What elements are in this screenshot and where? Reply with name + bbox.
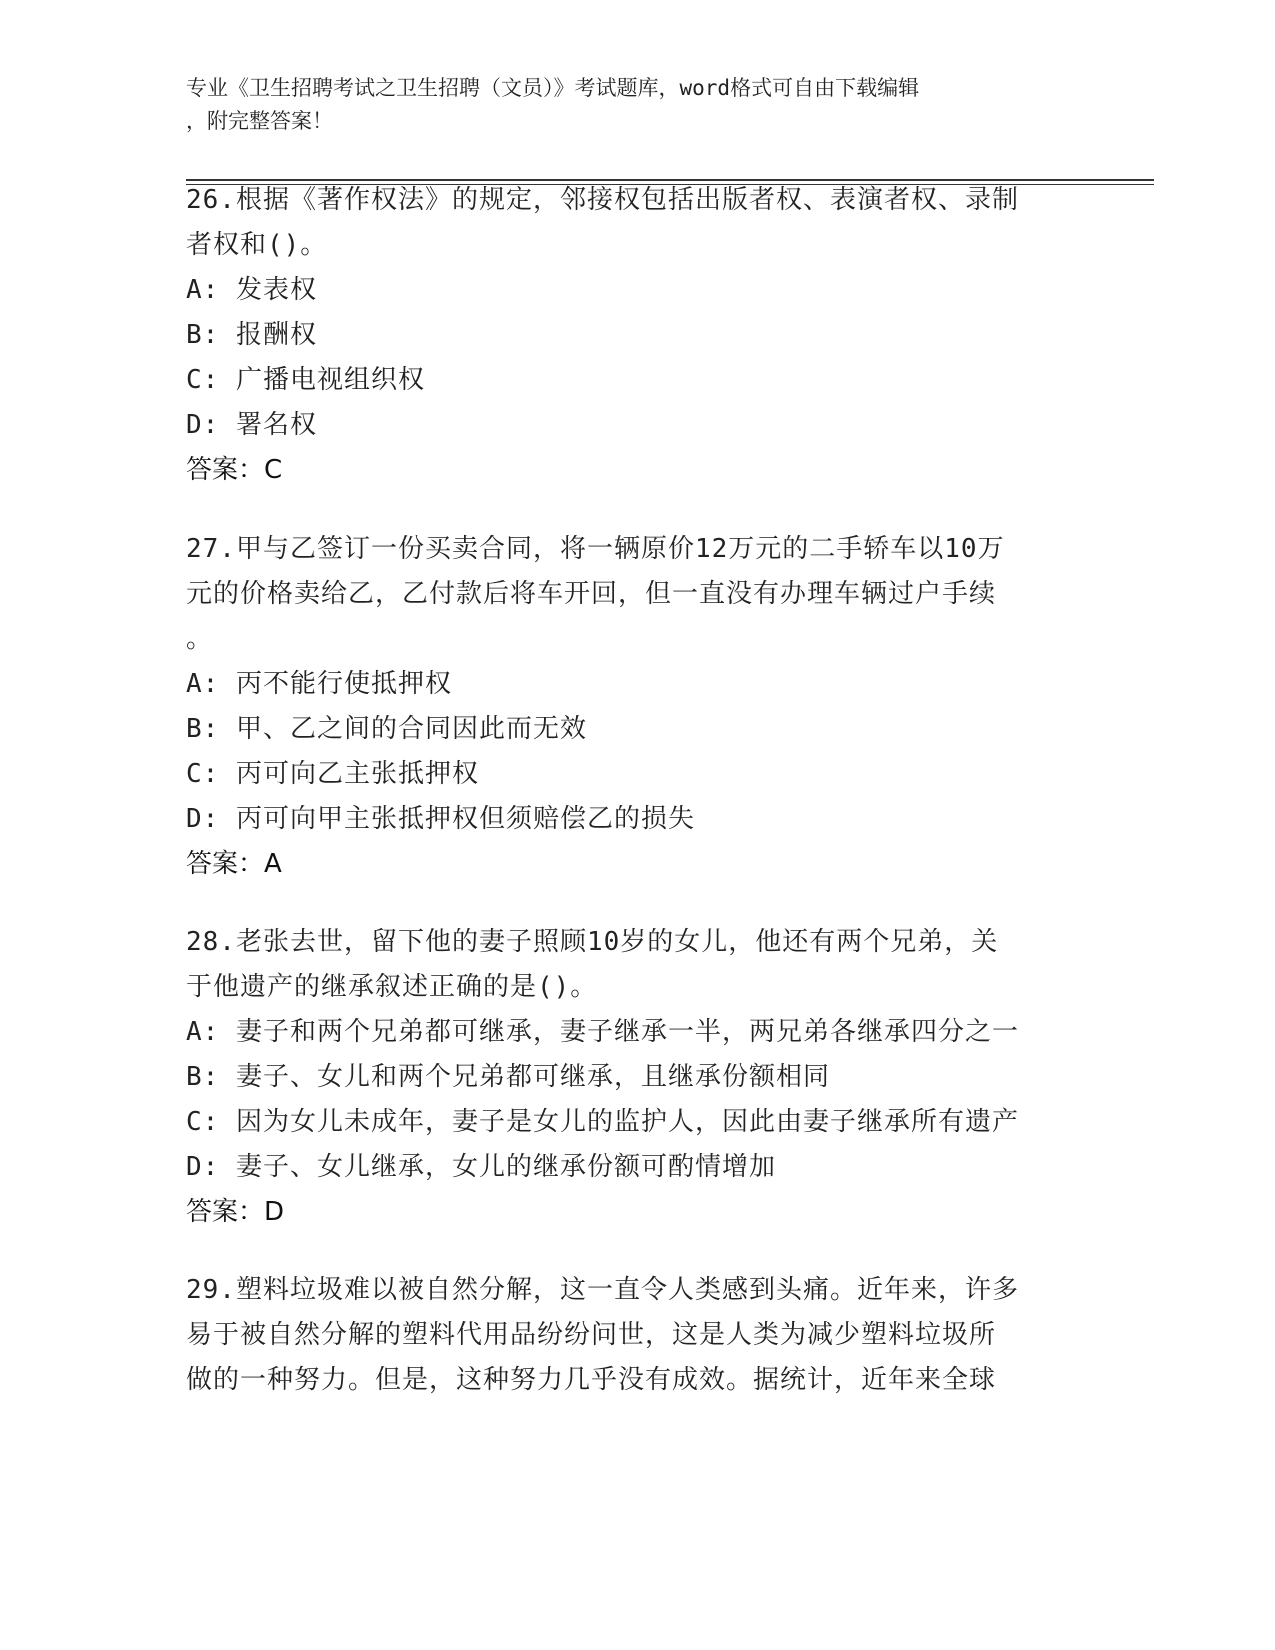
question-stem-line: 。 (186, 624, 214, 654)
question-28 (186, 920, 1086, 1235)
question-stem-line: 元的价格卖给乙，乙付款后将车开回，但一直没有办理车辆过户手续 (186, 579, 997, 609)
question-26 (186, 178, 1086, 493)
option-c: C: 因为女儿未成年，妻子是女儿的监护人，因此由妻子继承所有遗产 (186, 1107, 1019, 1137)
answer-line: 答案：A (186, 849, 282, 879)
option-d: D: 妻子、女儿继承，女儿的继承份额可酌情增加 (186, 1152, 776, 1182)
option-a: A: 发表权 (186, 275, 317, 305)
option-c: C: 广播电视组织权 (186, 365, 425, 395)
question-stem-line: 29.塑料垃圾难以被自然分解，这一直令人类感到头痛。近年来，许多 (186, 1275, 1019, 1305)
question-stem-line: 28.老张去世，留下他的妻子照顾10岁的女儿，他还有两个兄弟，关 (186, 927, 999, 957)
question-stem-line: 26.根据《著作权法》的规定，邻接权包括出版者权、表演者权、录制 (186, 185, 1019, 215)
option-b: B: 报酬权 (186, 320, 317, 350)
option-b: B: 甲、乙之间的合同因此而无效 (186, 714, 587, 744)
question-29 (186, 1268, 1086, 1403)
answer-line: 答案：C (186, 455, 283, 485)
document-header (186, 72, 1066, 138)
question-27 (186, 527, 1086, 887)
header-line-1: 专业《卫生招聘考试之卫生招聘（文员）》考试题库，word格式可自由下载编辑 (186, 76, 920, 100)
option-a: A: 丙不能行使抵押权 (186, 669, 452, 699)
question-stem-line: 者权和()。 (186, 230, 328, 260)
option-d: D: 丙可向甲主张抵押权但须赔偿乙的损失 (186, 804, 695, 834)
question-stem-line: 做的一种努力。但是，这种努力几乎没有成效。据统计，近年来全球 (186, 1365, 997, 1395)
option-c: C: 丙可向乙主张抵押权 (186, 759, 479, 789)
answer-line: 答案：D (186, 1197, 285, 1227)
question-stem-line: 27.甲与乙签订一份买卖合同，将一辆原价12万元的二手轿车以10万 (186, 534, 1005, 564)
header-line-2: ，附完整答案！ (186, 109, 333, 133)
option-d: D: 署名权 (186, 410, 317, 440)
option-a: A: 妻子和两个兄弟都可继承，妻子继承一半，两兄弟各继承四分之一 (186, 1017, 1019, 1047)
option-b: B: 妻子、女儿和两个兄弟都可继承，且继承份额相同 (186, 1062, 830, 1092)
question-stem-line: 于他遗产的继承叙述正确的是()。 (186, 972, 598, 1002)
question-stem-line: 易于被自然分解的塑料代用品纷纷问世，这是人类为减少塑料垃圾所 (186, 1320, 997, 1350)
